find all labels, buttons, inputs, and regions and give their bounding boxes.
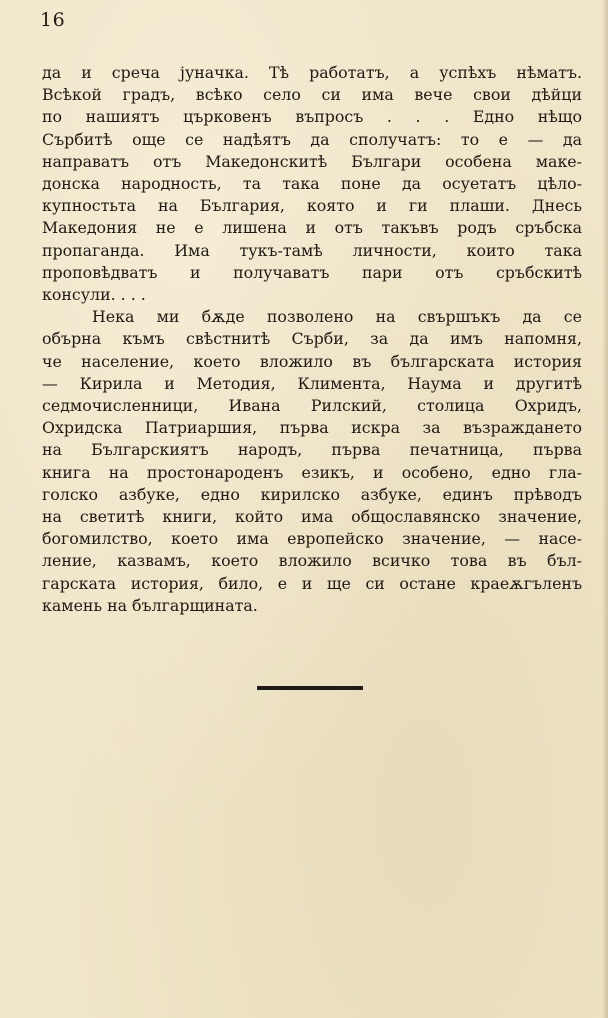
text-line: Всѣкой градъ, всѣко село си има вече свои дѣйци: [42, 85, 582, 105]
page-edge-shadow: [602, 0, 608, 1018]
paragraph-2: [42, 306, 582, 617]
text-line: пропаганда. Има тукъ-тамѣ личности, които така: [42, 240, 582, 260]
text-line: че население, което вложило въ българската история: [42, 351, 582, 371]
text-line: Сърбитѣ още се надѣятъ да сполучатъ: то е — да: [42, 129, 582, 149]
text-line: камень на българщината.: [42, 595, 258, 615]
text-line: обърна къмъ свѣстнитѣ Сърби, за да имъ напомня,: [42, 329, 582, 349]
text-line: гарската история, било, е и ще си остане краеѫгъленъ: [42, 573, 582, 593]
text-line: по нашиятъ църковенъ въпросъ . . . Едно нѣщо: [42, 107, 582, 127]
text-line: консули. . . .: [42, 285, 146, 305]
text-line: голско азбуке, едно кирилско азбуке, единъ прѣводъ: [42, 484, 582, 504]
text-line: седмочисленници, Ивана Рилский, столица Охридъ,: [42, 396, 582, 416]
text-line: книга на простонароденъ езикъ, и особено, едно гла-: [42, 462, 582, 482]
text-line: — Кирила и Методия, Климента, Наума и другитѣ: [42, 373, 582, 393]
text-line: купностьта на България, която и ги плаши. Днесь: [42, 196, 582, 216]
text-line: на светитѣ книги, който има общославянско значение,: [42, 507, 582, 527]
body-text: [42, 62, 582, 617]
text-line: ление, казвамъ, което вложило всичко това въ бъл-: [42, 551, 582, 571]
text-line: богомилство, което има европейско значение, — насе-: [42, 529, 582, 549]
end-rule-divider: [257, 686, 363, 690]
text-line: донска народность, та така поне да осуетатъ цѣло-: [42, 174, 582, 194]
text-line: Охридска Патриаршия, първа искра за възраждането: [42, 418, 582, 438]
text-line: Македония не е лишена и отъ такъвъ родъ сръбска: [42, 218, 582, 238]
text-line: Нека ми бѫде позволено на свършъкъ да се: [92, 307, 582, 327]
paragraph-1: [42, 62, 582, 306]
text-line: на Българскиятъ народъ, първа печатница, първа: [42, 440, 582, 460]
text-line: направатъ отъ Македонскитѣ Българи особена маке-: [42, 151, 582, 171]
page-number: 16: [40, 9, 66, 31]
text-line: проповѣдватъ и получаватъ пари отъ сръбскитѣ: [42, 262, 582, 282]
text-line: да и среча јуначка. Тѣ работатъ, а успѣхъ нѣматъ.: [42, 63, 582, 82]
